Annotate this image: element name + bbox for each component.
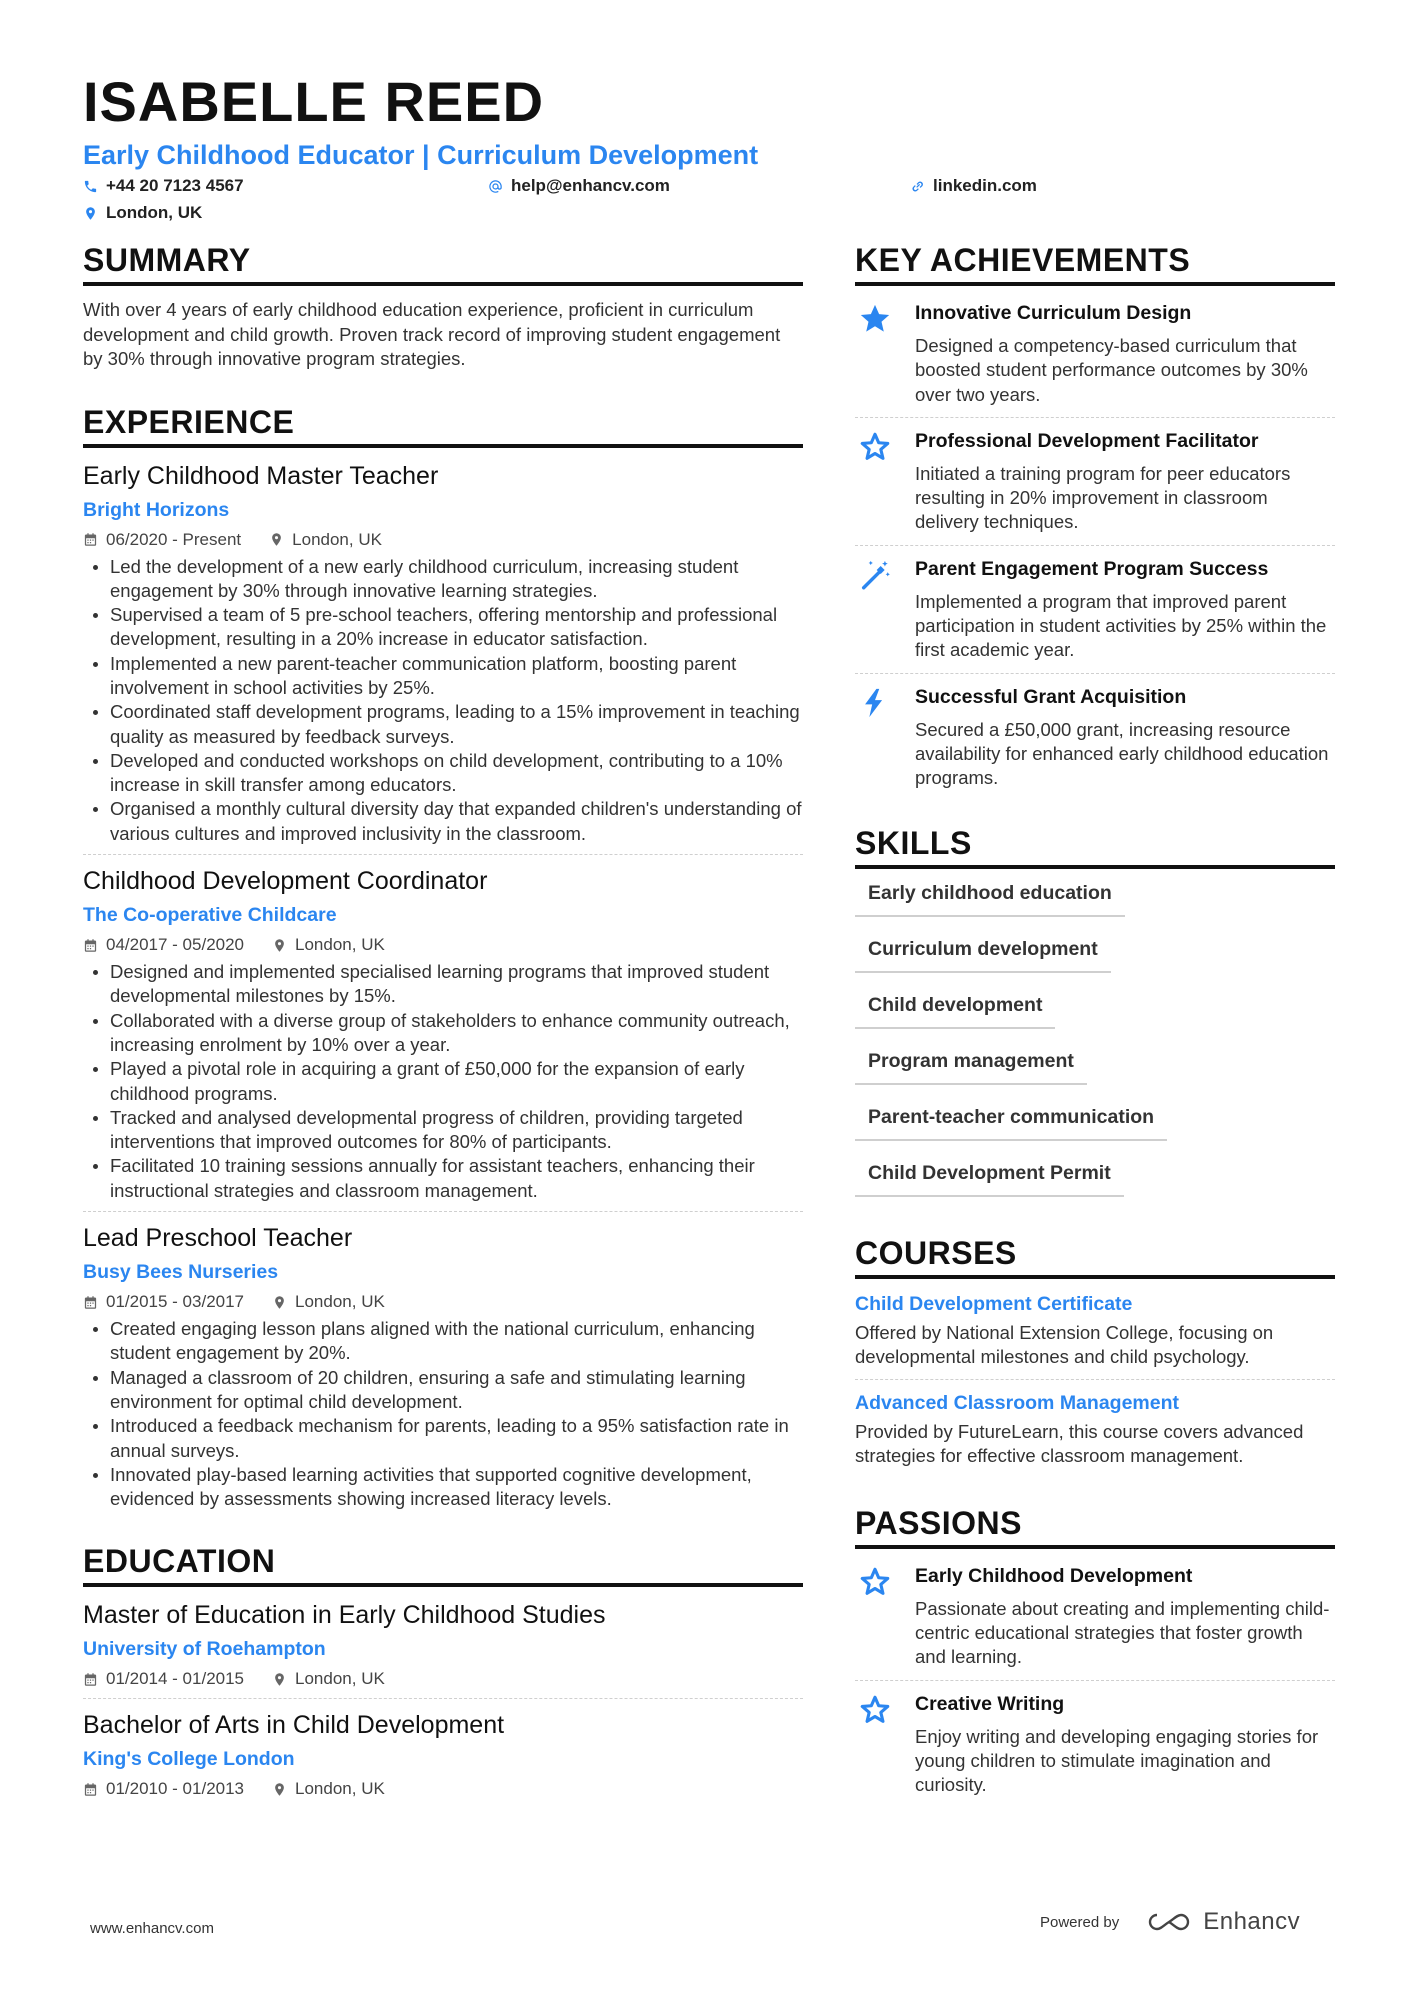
job-company: Bright Horizons xyxy=(83,498,230,521)
candidate-name: ISABELLE REED xyxy=(83,70,545,133)
passion-title: Creative Writing xyxy=(915,1692,1065,1715)
achievement-desc: Implemented a program that improved parent participation in student activities by 25% within the first academic year. xyxy=(915,590,1327,661)
courses-heading: COURSES xyxy=(855,1233,1335,1279)
location-pin-icon xyxy=(272,938,287,953)
calendar-icon xyxy=(83,938,98,953)
passion-desc: Passionate about creating and implementing child-centric educational strategies that foster growth and learning. xyxy=(915,1597,1330,1668)
job-meta xyxy=(83,1291,803,1313)
skill-tag: Curriculum development xyxy=(855,931,1111,973)
bullet-item: Played a pivotal role in acquiring a grant of £50,000 for the expansion of early childhood programs. xyxy=(83,1057,803,1106)
degree-title: Bachelor of Arts in Child Development xyxy=(83,1711,505,1740)
phone-text: +44 20 7123 4567 xyxy=(106,176,244,195)
job-dates: 04/2017 - 05/2020 xyxy=(106,935,245,955)
bullet-item: Coordinated staff development programs, leading to a 15% improvement in teaching quality as measured by feedback surveys. xyxy=(83,700,803,749)
star-outline-icon xyxy=(858,1565,892,1599)
course-desc: Provided by FutureLearn, this course covers advanced strategies for effective classroom management. xyxy=(855,1421,1304,1467)
education-location: London, UK xyxy=(295,1669,385,1689)
job-company: The Co-operative Childcare xyxy=(83,904,337,927)
job-role: Childhood Development Coordinator xyxy=(83,867,488,896)
bullet-item: Innovated play-based learning activities that supported cognitive development, evidenced by assessments showing increased literacy levels. xyxy=(83,1463,803,1512)
star-outline-icon xyxy=(858,1693,892,1727)
job-role: Early Childhood Master Teacher xyxy=(83,461,439,490)
left-column xyxy=(83,240,803,1818)
skills-section xyxy=(855,823,1335,1211)
school-name: University of Roehampton xyxy=(83,1638,326,1661)
bullet-item: Supervised a team of 5 pre-school teachers, offering mentorship and professional development, resulting in a 20% increase in educator satisfaction. xyxy=(83,603,803,652)
bullet-item: Created engaging lesson plans aligned with the national curriculum, enhancing student engagement by 20%. xyxy=(83,1317,803,1366)
passion-item xyxy=(855,1553,1335,1681)
achievement-item xyxy=(855,290,1335,418)
contact-linkedin[interactable] xyxy=(910,176,1037,196)
education-entry xyxy=(83,1599,803,1699)
achievement-desc: Designed a competency-based curriculum that boosted student performance outcomes by 30% over two years. xyxy=(915,335,1308,405)
achievement-title: Innovative Curriculum Design xyxy=(915,302,1192,324)
location-text: London, UK xyxy=(106,203,203,222)
achievement-title: Parent Engagement Program Success xyxy=(915,557,1269,580)
education-section xyxy=(83,1541,803,1808)
job-company: Busy Bees Nurseries xyxy=(83,1261,279,1284)
education-meta xyxy=(83,1778,803,1800)
skill-tag: Parent-teacher communication xyxy=(855,1099,1167,1141)
bullet-item: Implemented a new parent-teacher communication platform, boosting parent involvement in school activities by 25%. xyxy=(83,652,803,701)
job-entry xyxy=(83,460,803,856)
contact-location xyxy=(83,203,202,223)
infinity-logo-icon xyxy=(1145,1910,1193,1934)
footer-website[interactable]: www.enhancv.com xyxy=(90,1920,214,1937)
job-meta xyxy=(83,529,803,551)
calendar-icon xyxy=(83,1782,98,1797)
courses-section xyxy=(855,1233,1335,1479)
location-pin-icon xyxy=(272,1295,287,1310)
achievement-title: Professional Development Facilitator xyxy=(915,429,1259,452)
bullet-item: Facilitated 10 training sessions annually for assistant teachers, enhancing their instructional strategies and classroom management. xyxy=(83,1154,803,1203)
candidate-headline: Early Childhood Educator | Curriculum Development xyxy=(83,140,759,170)
contact-info xyxy=(83,176,1333,232)
contact-phone[interactable] xyxy=(83,176,244,196)
job-entry xyxy=(83,1222,803,1519)
education-dates: 01/2014 - 01/2015 xyxy=(106,1669,245,1689)
linkedin-text: linkedin.com xyxy=(933,176,1037,195)
calendar-icon xyxy=(83,1295,98,1310)
bullet-item: Tracked and analysed developmental progress of children, providing targeted interventions that improved outcomes for 80% of participants. xyxy=(83,1106,803,1155)
achievement-title: Successful Grant Acquisition xyxy=(915,685,1187,708)
job-dates: 06/2020 - Present xyxy=(106,529,242,549)
brand-name: Enhancv xyxy=(1203,1908,1301,1935)
passion-title: Early Childhood Development xyxy=(915,1564,1193,1587)
job-dates: 01/2015 - 03/2017 xyxy=(106,1292,245,1312)
location-pin-icon xyxy=(269,532,284,547)
resume-header xyxy=(83,70,1333,232)
star-filled-icon xyxy=(858,302,892,336)
powered-by-label: Powered by xyxy=(1040,1913,1120,1931)
job-role: Lead Preschool Teacher xyxy=(83,1224,353,1253)
calendar-icon xyxy=(83,532,98,547)
passions-section xyxy=(855,1503,1335,1808)
bullet-item: Developed and conducted workshops on child development, contributing to a 10% increase in skill transfer among educators. xyxy=(83,749,803,798)
summary-section xyxy=(83,240,803,372)
bullet-item: Led the development of a new early childhood curriculum, increasing student engagement by 30% through innovative learning strategies. xyxy=(83,555,803,604)
skills-heading: SKILLS xyxy=(855,823,1335,869)
phone-icon xyxy=(83,179,98,194)
passion-item xyxy=(855,1681,1335,1808)
school-name: King's College London xyxy=(83,1748,295,1771)
achievements-section xyxy=(855,240,1335,801)
summary-text: With over 4 years of early childhood education experience, proficient in curriculum development and child growth. Proven track record of improving student engagement by 30% through innovative program strategies. xyxy=(83,299,781,369)
experience-section xyxy=(83,402,803,1520)
education-meta xyxy=(83,1668,803,1690)
achievement-item xyxy=(855,674,1335,801)
course-title: Child Development Certificate xyxy=(855,1292,1133,1315)
job-location: London, UK xyxy=(292,529,382,549)
bullet-item: Collaborated with a diverse group of stakeholders to enhance community outreach, increasing enrolment by 10% over a year. xyxy=(83,1009,803,1058)
right-column xyxy=(855,240,1335,1808)
course-item xyxy=(855,1291,1335,1381)
location-pin-icon xyxy=(272,1782,287,1797)
passions-heading: PASSIONS xyxy=(855,1503,1335,1549)
degree-title: Master of Education in Early Childhood Studies xyxy=(83,1601,606,1630)
email-text: help@enhancv.com xyxy=(511,176,670,195)
magic-wand-icon xyxy=(858,558,892,592)
footer-branding xyxy=(1040,1908,1300,1936)
location-pin-icon xyxy=(272,1672,287,1687)
achievement-item xyxy=(855,546,1335,674)
achievement-desc: Secured a £50,000 grant, increasing resource availability for enhanced early childhood education programs. xyxy=(915,718,1329,789)
calendar-icon xyxy=(83,1672,98,1687)
job-entry xyxy=(83,865,803,1212)
education-location: London, UK xyxy=(295,1779,385,1799)
bullet-item: Introduced a feedback mechanism for parents, leading to a 95% satisfaction rate in annual surveys. xyxy=(83,1414,803,1463)
job-location: London, UK xyxy=(295,935,385,955)
course-title: Advanced Classroom Management xyxy=(855,1392,1180,1415)
job-meta xyxy=(83,934,803,956)
at-sign-icon xyxy=(488,179,503,194)
bullet-item: Managed a classroom of 20 children, ensuring a safe and stimulating learning environment for optimal child development. xyxy=(83,1366,803,1415)
skill-tag: Early childhood education xyxy=(855,875,1125,917)
job-bullets xyxy=(83,960,803,1203)
job-bullets xyxy=(83,555,803,847)
bullet-item: Organised a monthly cultural diversity day that expanded children's understanding of various cultures and improved inclusivity in the classroom. xyxy=(83,797,803,846)
lightning-icon xyxy=(858,686,892,720)
job-bullets xyxy=(83,1317,803,1511)
skill-tag: Child Development Permit xyxy=(855,1155,1124,1197)
location-pin-icon xyxy=(83,206,98,221)
passion-desc: Enjoy writing and developing engaging stories for young children to stimulate imagination and curiosity. xyxy=(915,1725,1319,1796)
skill-tag: Program management xyxy=(855,1043,1087,1085)
job-location: London, UK xyxy=(295,1292,385,1312)
education-heading: EDUCATION xyxy=(83,1541,803,1587)
education-dates: 01/2010 - 01/2013 xyxy=(106,1779,245,1799)
contact-email[interactable] xyxy=(488,176,670,196)
course-desc: Offered by National Extension College, focusing on developmental milestones and child psychology. xyxy=(855,1321,1274,1367)
achievements-heading: KEY ACHIEVEMENTS xyxy=(855,240,1335,286)
enhancv-logo[interactable] xyxy=(1145,1908,1300,1936)
skill-tag: Child development xyxy=(855,987,1055,1029)
link-icon xyxy=(910,179,925,194)
summary-heading: SUMMARY xyxy=(83,240,803,286)
bullet-item: Designed and implemented specialised learning programs that improved student developmental milestones by 15%. xyxy=(83,960,803,1009)
star-outline-icon xyxy=(858,430,892,464)
course-item xyxy=(855,1390,1335,1479)
achievement-item xyxy=(855,418,1335,546)
experience-heading: EXPERIENCE xyxy=(83,402,803,448)
achievement-desc: Initiated a training program for peer educators resulting in 20% improvement in classroom delivery techniques. xyxy=(915,462,1291,533)
education-entry xyxy=(83,1709,803,1808)
